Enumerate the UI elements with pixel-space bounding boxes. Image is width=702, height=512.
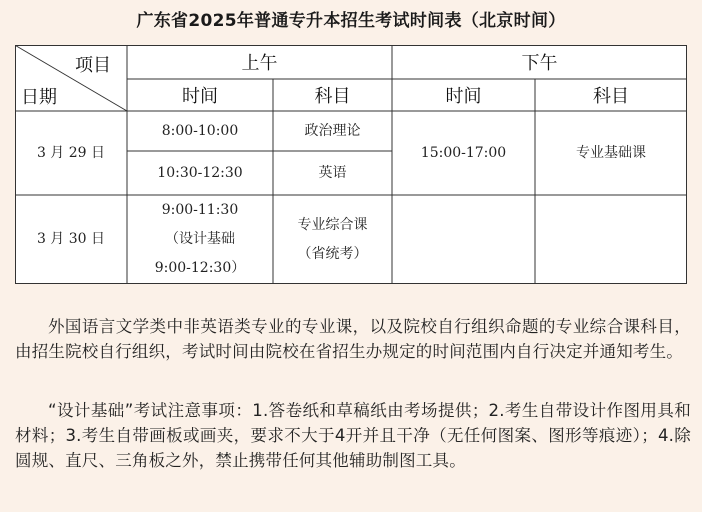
am-subject-line: 专业综合课 <box>297 216 368 233</box>
am-subject-cell: 英语 <box>318 164 347 181</box>
corner-label-project: 项目 <box>75 55 111 76</box>
am-time-line: 9:00-11:30 <box>161 202 239 218</box>
pm-time-cell <box>392 195 535 284</box>
pm-time-cell: 15:00-17:00 <box>420 144 507 161</box>
am-subject-line: （省统考） <box>297 245 368 262</box>
note-paragraph: “设计基础”考试注意事项：1.答卷纸和草稿纸由考场提供；2.考生自带设计作图用具和材料；3.考生自带画板或画夹，要求不大于4开并且干净（无任何图案、图形等痕迹）；4.除圆规、直尺、三角板之外，禁止携带任何其他辅助制图工具。 <box>15 401 691 470</box>
schedule-table <box>15 45 687 284</box>
header-am-time: 时间 <box>182 86 218 107</box>
page-title: 广东省2025年普通专升本招生考试时间表（北京时间） <box>136 11 566 31</box>
header-pm-subject: 科目 <box>593 86 629 107</box>
header-pm-time: 时间 <box>445 86 482 107</box>
row-date: 3 月 29 日 <box>36 144 106 161</box>
am-subject-cell <box>273 195 392 284</box>
am-time-cell: 8:00-10:00 <box>161 122 239 139</box>
am-time-cell: 10:30-12:30 <box>157 164 243 181</box>
pm-subject-cell: 专业基础课 <box>576 144 646 161</box>
header-afternoon: 下午 <box>521 53 558 74</box>
am-subject-cell: 政治理论 <box>304 122 361 139</box>
am-time-line: 9:00-12:30） <box>154 260 246 276</box>
row-date: 3 月 30 日 <box>36 231 106 247</box>
am-time-line: （设计基础 <box>165 231 235 247</box>
note-paragraph: 外国语言文学类中非英语类专业的专业课，以及院校自行组织命题的专业综合课科目，由招生院校自行组织，考试时间由院校在省招生办规定的时间范围内自行决定并通知考生。 <box>15 317 691 361</box>
corner-label-date: 日期 <box>21 87 57 108</box>
header-am-subject: 科目 <box>314 86 351 107</box>
header-morning: 上午 <box>241 53 278 74</box>
pm-subject-cell <box>535 195 687 284</box>
am-time-cell <box>127 195 273 284</box>
